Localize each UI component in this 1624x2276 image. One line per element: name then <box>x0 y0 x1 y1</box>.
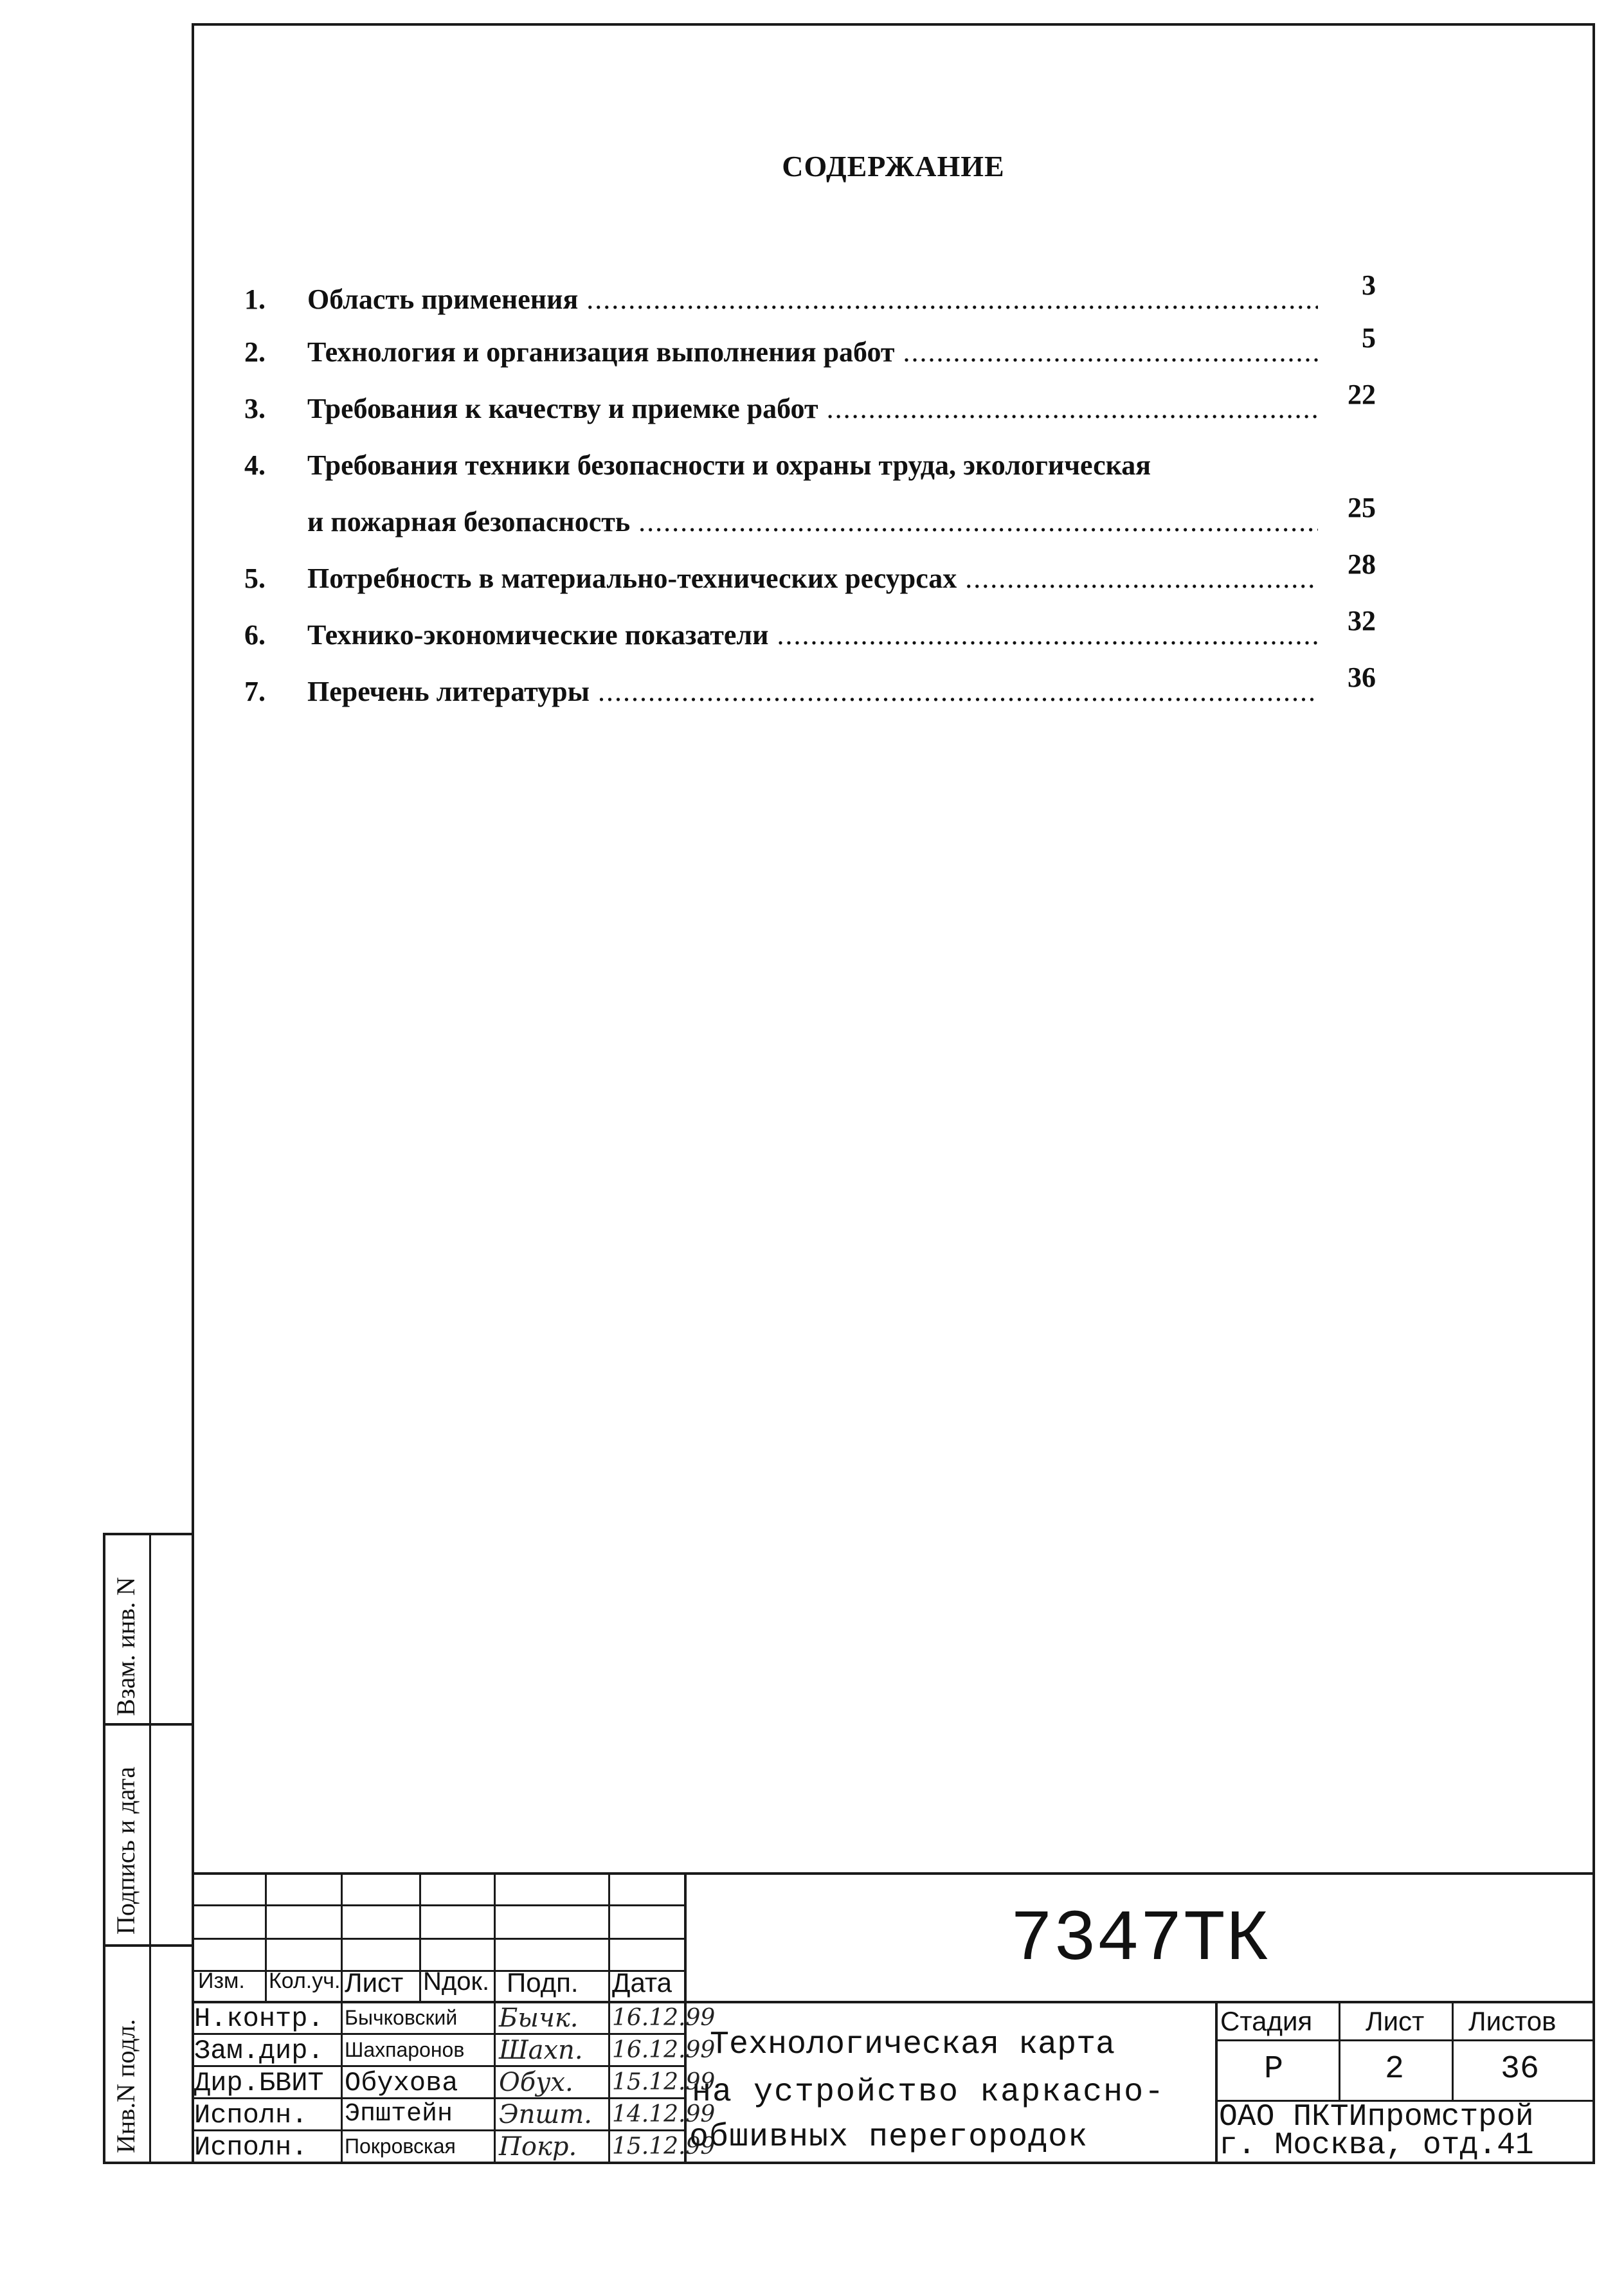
row-role: Исполн. <box>194 2132 308 2163</box>
row-date: 15.12.99 <box>612 2069 716 2095</box>
signature: Эпшт. <box>499 2100 592 2129</box>
sheet-label: Лист <box>1366 2006 1425 2036</box>
row-role: Исполн. <box>194 2100 308 2131</box>
vzam-inv-label: Взам. инв. N <box>111 1576 140 1716</box>
organization: ОАО ПКТИпромстрой <box>1219 2100 1534 2135</box>
toc-item <box>244 605 1376 657</box>
row-date: 15.12.99 <box>612 2133 716 2160</box>
header-kol-uch: Кол.уч. <box>269 1969 341 1993</box>
signature: Покр. <box>499 2132 577 2162</box>
toc-item-page: 3 <box>1362 269 1376 301</box>
toc-item-number: 6. <box>244 619 266 651</box>
toc-item-page: 25 <box>1348 492 1376 523</box>
doc-title-line-1: Технологическая карта <box>710 2027 1115 2063</box>
toc-item-text: Перечень литературы ..... <box>307 675 1318 708</box>
header-podp: Подп. <box>507 1967 579 1998</box>
toc-item-number: 7. <box>244 676 266 707</box>
header-ndok: Nдок. <box>423 1967 490 1996</box>
toc-item-text: Область применения ..... <box>307 283 1318 316</box>
row-name: Бычковский <box>345 2006 458 2029</box>
page-title: СОДЕРЖАНИЕ <box>782 150 1005 183</box>
side-strip <box>103 1533 193 2164</box>
toc-item-page: 32 <box>1348 605 1376 637</box>
organization-city: г. Москва, отд.41 <box>1219 2128 1534 2163</box>
row-date: 16.12.99 <box>612 2005 716 2031</box>
row-role: Н.контр. <box>194 2003 324 2034</box>
toc-item-page: 22 <box>1348 379 1376 410</box>
toc-item-number: 5. <box>244 563 266 594</box>
row-date: 14.12.99 <box>612 2101 716 2127</box>
row-date: 16.12.99 <box>612 2037 716 2063</box>
row-name: Шахпаронов <box>345 2038 465 2061</box>
doc-title-line-3: обшивных перегородок <box>689 2119 1088 2156</box>
toc-item <box>244 449 1376 487</box>
toc-item-number: 3. <box>244 393 266 424</box>
toc-item-number: 2. <box>244 336 266 368</box>
doc-code: 7347ТК <box>1009 1899 1270 1981</box>
header-data: Дата <box>612 1967 672 1998</box>
signature: Бычк. <box>499 2003 579 2033</box>
sheet-value: 2 <box>1385 2051 1405 2088</box>
title-block <box>192 1872 1595 2164</box>
toc-item-page: 36 <box>1348 662 1376 693</box>
sheets-value: 36 <box>1501 2051 1540 2088</box>
toc-item <box>244 492 1376 544</box>
header-list: Лист <box>345 1967 404 1998</box>
podpis-data-label: Подпись и дата <box>111 1766 140 1935</box>
toc-item-number: 4. <box>244 449 266 481</box>
inv-podl-label: Инв.N подл. <box>111 2019 140 2153</box>
stage-label: Стадия <box>1220 2006 1313 2036</box>
doc-title-line-2: на устройство каркасно- <box>692 2074 1166 2111</box>
toc-item-text: Технология и организация выполнения работ ..... <box>307 336 1318 368</box>
toc-item <box>244 662 1376 714</box>
toc-item-text: Технико-экономические показатели ..... <box>307 619 1318 651</box>
stage-value: Р <box>1264 2051 1284 2088</box>
row-name: Обухова <box>345 2068 458 2099</box>
toc-item <box>244 322 1376 374</box>
toc-item-page: 28 <box>1348 548 1376 580</box>
signature: Обух. <box>499 2068 573 2097</box>
toc-item <box>244 379 1376 431</box>
toc-item-text: Требования техники безопасности и охраны труда, экологическая <box>307 449 1151 481</box>
toc-item-text: Потребность в материально-технических ресурсах ..... <box>307 562 1318 595</box>
row-name: Покровская <box>345 2135 456 2158</box>
row-role: Дир.БВИТ <box>194 2068 324 2099</box>
toc-item <box>244 269 1376 321</box>
toc-item <box>244 548 1376 601</box>
toc-item-text: Требования к качеству и приемке работ ..... <box>307 392 1318 425</box>
row-name: Эпштейн <box>345 2100 453 2129</box>
row-role: Зам.дир. <box>194 2036 324 2066</box>
header-izm: Изм. <box>198 1969 245 1993</box>
sheets-label: Листов <box>1468 2006 1556 2036</box>
signature: Шахп. <box>499 2036 583 2065</box>
toc-item-text: и пожарная безопасность ..... <box>307 505 1318 538</box>
toc-item-page: 5 <box>1362 322 1376 354</box>
toc-item-number: 1. <box>244 284 266 315</box>
